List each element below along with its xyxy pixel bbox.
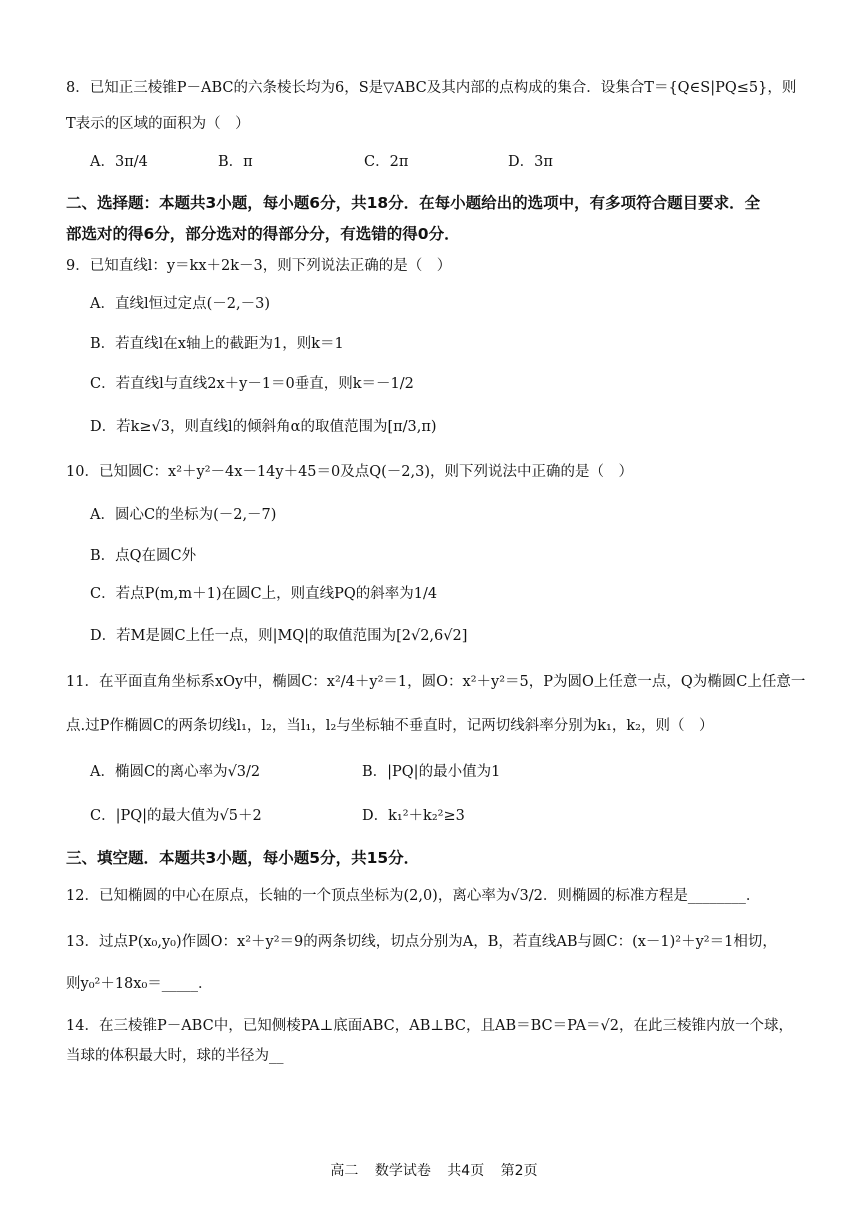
q8-stem-line1: 8．已知正三棱锥P－ABC的六条棱长均为6，S是▽ABC及其内部的点构成的集合．设集合T＝{Q∈S|PQ≤5}，则 xyxy=(66,80,797,96)
q11-option-a: A．椭圆C的离心率为√3/2 xyxy=(90,764,261,780)
q10-option-b: B．点Q在圆C外 xyxy=(90,548,197,564)
q13-stem-line1: 13．过点P(x₀,y₀)作圆O：x²＋y²＝9的两条切线，切点分别为A，B，若直线AB与圆C：(x－1)²＋y²＝1相切， xyxy=(66,934,777,950)
footer-grade: 高二 xyxy=(330,1163,359,1179)
q11-option-b: B．|PQ|的最小值为1 xyxy=(362,764,501,780)
q14-stem-line2: 当球的体积最大时，球的半径为__ xyxy=(66,1048,284,1064)
q8-option-d: D．3π xyxy=(508,154,553,170)
q11-option-c: C．|PQ|的最大值为√5＋2 xyxy=(90,808,262,824)
q12-stem: 12．已知椭圆的中心在原点，长轴的一个顶点坐标为(2,0)，离心率为√3/2．则椭圆的标准方程是________． xyxy=(66,888,761,904)
q10-option-a: A．圆心C的坐标为(－2,－7) xyxy=(90,507,277,523)
q8-option-a: A．3π/4 xyxy=(90,154,148,170)
q10-stem: 10．已知圆C：x²＋y²－4x－14y＋45＝0及点Q(－2,3)，则下列说法中正确的是（ ） xyxy=(66,464,634,480)
section2-heading-line1: 二、选择题：本题共3小题，每小题6分，共18分．在每小题给出的选项中，有多项符合题目要求．全 xyxy=(66,194,761,212)
q9-option-b: B．若直线l在x轴上的截距为1，则k＝1 xyxy=(90,336,344,352)
q11-stem-line2: 点.过P作椭圆C的两条切线l₁，l₂，当l₁，l₂与坐标轴不垂直时，记两切线斜率分别为k₁，k₂，则（ ） xyxy=(66,718,714,734)
page-footer xyxy=(0,1160,868,1180)
q11-option-d: D．k₁²＋k₂²≥3 xyxy=(362,808,465,824)
footer-subject: 数学试卷 xyxy=(374,1163,431,1179)
footer-page-number: 第2页 xyxy=(500,1163,538,1179)
q9-option-c: C．若直线l与直线2x＋y－1＝0垂直，则k＝－1/2 xyxy=(90,376,414,392)
q10-option-c: C．若点P(m,m＋1)在圆C上，则直线PQ的斜率为1/4 xyxy=(90,586,438,602)
q10-option-d: D．若M是圆C上任一点，则|MQ|的取值范围为[2√2,6√2] xyxy=(90,628,468,644)
q9-option-d: D．若k≥√3，则直线l的倾斜角α的取值范围为[π/3,π) xyxy=(90,419,437,435)
q13-stem-line2: 则y₀²＋18x₀＝_____． xyxy=(66,976,213,992)
section3-heading: 三、填空题．本题共3小题，每小题5分，共15分． xyxy=(66,849,420,867)
q11-stem-line1: 11．在平面直角坐标系xOy中，椭圆C：x²/4＋y²＝1，圆O：x²＋y²＝5，P为圆O上任意一点，Q为椭圆C上任意一 xyxy=(66,674,806,690)
footer-total-pages: 共4页 xyxy=(447,1163,485,1179)
q8-option-b: B．π xyxy=(218,154,253,170)
q9-stem: 9．已知直线l：y＝kx＋2k－3，则下列说法正确的是（ ） xyxy=(66,258,452,274)
q8-option-c: C．2π xyxy=(364,154,409,170)
q14-stem-line1: 14．在三棱锥P－ABC中，已知侧棱PA⊥底面ABC，AB⊥BC，且AB＝BC＝PA＝√2，在此三棱锥内放一个球， xyxy=(66,1018,794,1034)
section2-heading-line2: 部选对的得6分，部分选对的得部分分，有选错的得0分． xyxy=(66,225,460,243)
q9-option-a: A．直线l恒过定点(－2,－3) xyxy=(90,296,270,312)
q8-stem-line2: T表示的区域的面积为（ ） xyxy=(66,116,250,132)
